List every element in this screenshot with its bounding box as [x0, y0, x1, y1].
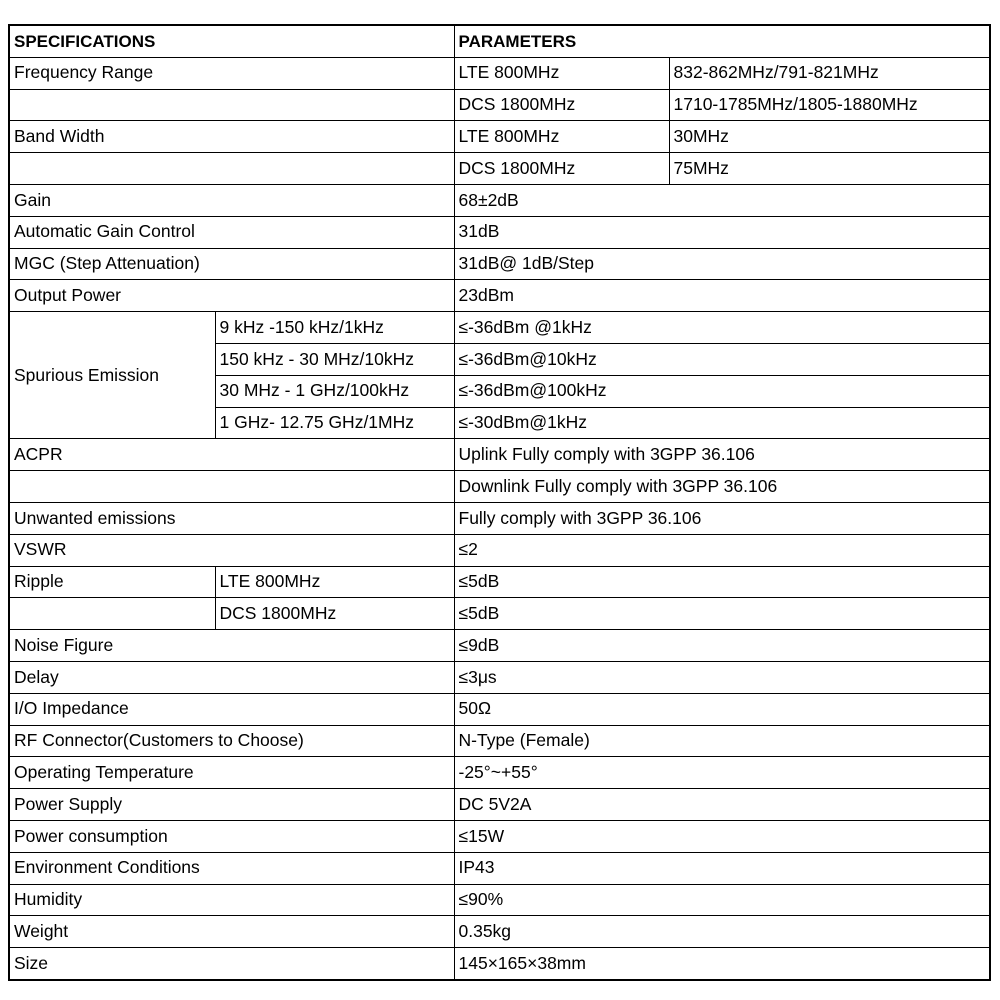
empty-cell: [9, 153, 454, 185]
spec-label: Band Width: [9, 121, 454, 153]
spec-label: I/O Impedance: [9, 693, 454, 725]
value-cell: Fully comply with 3GPP 36.106: [454, 502, 990, 534]
table-row: [9, 471, 990, 503]
header-parameters: PARAMETERS: [454, 25, 990, 57]
value-cell: ≤15W: [454, 820, 990, 852]
range-cell: 9 kHz -150 kHz/1kHz: [215, 312, 454, 344]
spec-label: Unwanted emissions: [9, 502, 454, 534]
spec-label: Frequency Range: [9, 57, 454, 89]
band-cell: LTE 800MHz: [215, 566, 454, 598]
value-cell: 31dB: [454, 216, 990, 248]
table-row: [9, 820, 990, 852]
band-cell: DCS 1800MHz: [215, 598, 454, 630]
spec-label: Noise Figure: [9, 630, 454, 662]
value-cell: -25°~+55°: [454, 757, 990, 789]
spec-label: Size: [9, 948, 454, 980]
band-cell: LTE 800MHz: [454, 57, 669, 89]
table-row: [9, 630, 990, 662]
value-cell: 31dB@ 1dB/Step: [454, 248, 990, 280]
table-row: [9, 89, 990, 121]
value-cell: ≤-36dBm@10kHz: [454, 343, 990, 375]
table-row: [9, 312, 990, 344]
spec-label: Output Power: [9, 280, 454, 312]
table-row: [9, 916, 990, 948]
table-row: [9, 248, 990, 280]
header-specifications: SPECIFICATIONS: [9, 25, 454, 57]
table-row: [9, 789, 990, 821]
table-row: [9, 948, 990, 980]
table-row: [9, 121, 990, 153]
empty-cell: [9, 89, 454, 121]
value-cell: 23dBm: [454, 280, 990, 312]
spec-label: Delay: [9, 661, 454, 693]
spec-label: Power Supply: [9, 789, 454, 821]
value-cell: ≤9dB: [454, 630, 990, 662]
band-cell: DCS 1800MHz: [454, 153, 669, 185]
table-row: [9, 852, 990, 884]
spec-label: Power consumption: [9, 820, 454, 852]
table-row: [9, 502, 990, 534]
table-row: [9, 884, 990, 916]
value-cell: ≤90%: [454, 884, 990, 916]
table-row: [9, 439, 990, 471]
spec-label: ACPR: [9, 439, 454, 471]
range-cell: 1 GHz- 12.75 GHz/1MHz: [215, 407, 454, 439]
spec-label: Automatic Gain Control: [9, 216, 454, 248]
spec-label: Spurious Emission: [9, 312, 215, 439]
band-cell: LTE 800MHz: [454, 121, 669, 153]
spec-label: Ripple: [9, 566, 215, 598]
value-cell: Downlink Fully comply with 3GPP 36.106: [454, 471, 990, 503]
value-cell: ≤-36dBm @1kHz: [454, 312, 990, 344]
table-row: [9, 598, 990, 630]
value-cell: ≤5dB: [454, 598, 990, 630]
empty-cell: [9, 598, 215, 630]
spec-label: Humidity: [9, 884, 454, 916]
table-row: [9, 566, 990, 598]
table-row: [9, 216, 990, 248]
value-cell: ≤-30dBm@1kHz: [454, 407, 990, 439]
spec-label: MGC (Step Attenuation): [9, 248, 454, 280]
value-cell: 75MHz: [669, 153, 990, 185]
value-cell: 1710-1785MHz/1805-1880MHz: [669, 89, 990, 121]
value-cell: ≤-36dBm@100kHz: [454, 375, 990, 407]
value-cell: IP43: [454, 852, 990, 884]
value-cell: ≤3μs: [454, 661, 990, 693]
value-cell: 50Ω: [454, 693, 990, 725]
value-cell: 832-862MHz/791-821MHz: [669, 57, 990, 89]
spec-label: Environment Conditions: [9, 852, 454, 884]
value-cell: ≤2: [454, 534, 990, 566]
value-cell: DC 5V2A: [454, 789, 990, 821]
value-cell: ≤5dB: [454, 566, 990, 598]
value-cell: 0.35kg: [454, 916, 990, 948]
spec-label: RF Connector(Customers to Choose): [9, 725, 454, 757]
table-row: [9, 661, 990, 693]
empty-cell: [9, 471, 454, 503]
table-row: [9, 534, 990, 566]
band-cell: DCS 1800MHz: [454, 89, 669, 121]
table-row: [9, 153, 990, 185]
table-header-row: [9, 25, 990, 57]
value-cell: N-Type (Female): [454, 725, 990, 757]
spec-label: Weight: [9, 916, 454, 948]
spec-label: Operating Temperature: [9, 757, 454, 789]
value-cell: 68±2dB: [454, 184, 990, 216]
table-row: [9, 757, 990, 789]
specifications-table: [8, 24, 991, 981]
range-cell: 150 kHz - 30 MHz/10kHz: [215, 343, 454, 375]
spec-label: VSWR: [9, 534, 454, 566]
table-row: [9, 725, 990, 757]
table-row: [9, 184, 990, 216]
spec-label: Gain: [9, 184, 454, 216]
value-cell: Uplink Fully comply with 3GPP 36.106: [454, 439, 990, 471]
table-row: [9, 280, 990, 312]
value-cell: 145×165×38mm: [454, 948, 990, 980]
table-row: [9, 57, 990, 89]
value-cell: 30MHz: [669, 121, 990, 153]
range-cell: 30 MHz - 1 GHz/100kHz: [215, 375, 454, 407]
table-row: [9, 693, 990, 725]
